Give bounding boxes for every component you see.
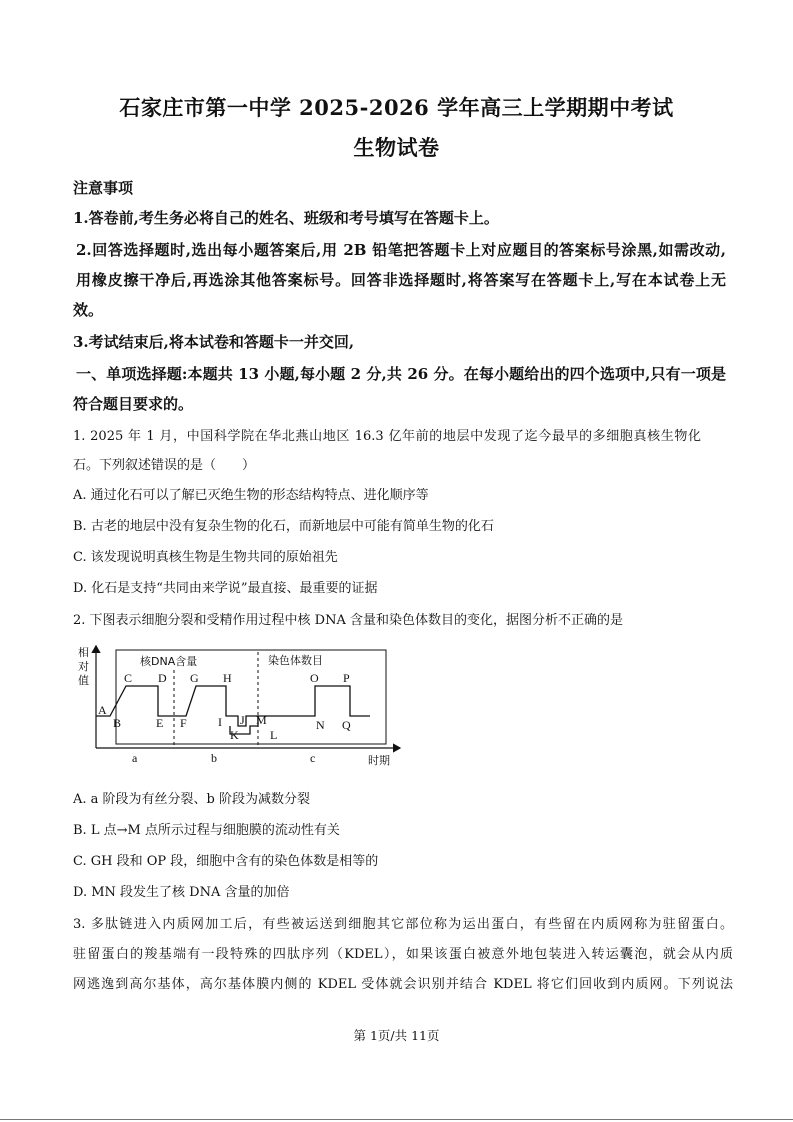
exam-title: 石家庄市第一中学 2025-2026 学年高三上学期期中考试 <box>119 95 674 120</box>
point-label-a: A <box>98 703 107 717</box>
notice-item-2-line-3: 效。 <box>73 301 104 319</box>
stage-label-c: c <box>310 751 316 765</box>
dna-chromosome-graph <box>70 640 406 772</box>
y-axis-label-3: 值 <box>78 674 89 687</box>
point-label-j: J <box>240 713 245 727</box>
section-1-heading-line-2: 符合题目要求的。 <box>73 395 194 413</box>
x-axis-label: 时期 <box>368 754 390 767</box>
point-label-f: F <box>180 716 187 730</box>
question-1-stem-line-1: 1. 2025 年 1 月，中国科学院在华北燕山地区 16.3 亿年前的地层中发现了迄今最早的多细胞真核生物化 <box>73 429 701 444</box>
question-3-stem-line-2: 驻留蛋白的羧基端有一段特殊的四肽序列（KDEL），如果该蛋白被意外地包装进入转运囊泡，就会从内质 <box>73 947 733 962</box>
dna-chromosome-diagram <box>70 640 406 772</box>
point-label-h: H <box>223 671 232 685</box>
question-3-stem-line-1: 3. 多肽链进入内质网加工后，有些被运送到细胞其它部位称为运出蛋白，有些留在内质网称为驻留蛋白。 <box>73 917 733 932</box>
question-2-stem: 2. 下图表示细胞分裂和受精作用过程中核 DNA 含量和染色体数目的变化，据图分析不正确的是 <box>73 613 623 628</box>
question-3-stem-line-3: 网逃逸到高尔基体，高尔基体膜内侧的 KDEL 受体就会识别并结合 KDEL 将它们回收到内质网。下列说法 <box>73 977 733 992</box>
point-label-b: B <box>113 716 122 730</box>
question-1-option-b: B. 古老的地层中没有复杂生物的化石，而新地层中可能有简单生物的化石 <box>73 519 494 534</box>
stage-label-b: b <box>211 751 217 765</box>
question-2-option-d: D. MN 段发生了核 DNA 含量的加倍 <box>73 885 290 900</box>
question-1-stem-line-2: 石。下列叙述错误的是（ ） <box>73 458 256 473</box>
notice-item-3: 3.考试结束后,将本试卷和答题卡一并交回, <box>73 333 355 351</box>
question-1-option-a: A. 通过化石可以了解已灭绝生物的形态结构特点、进化顺序等 <box>73 488 429 503</box>
question-2-option-a: A. a 阶段为有丝分裂、b 阶段为减数分裂 <box>73 792 310 807</box>
point-label-d: D <box>158 671 167 685</box>
point-label-c: C <box>124 671 133 685</box>
point-label-q: Q <box>342 718 351 732</box>
point-label-k: K <box>230 728 239 742</box>
question-2-option-b: B. L 点→M 点所示过程与细胞膜的流动性有关 <box>73 823 340 838</box>
notice-item-2-line-2: 用橡皮擦干净后,再选涂其他答案标号。回答非选择题时,将答案写在答题卡上,写在本试卷上无 <box>76 271 726 289</box>
point-label-i: I <box>218 715 222 729</box>
y-axis-label-2: 对 <box>78 660 89 673</box>
point-label-p: P <box>343 671 350 685</box>
legend-dna-label: 核DNA含量 <box>140 655 198 668</box>
page-indicator: 第 1页/共 11页 <box>353 1028 440 1043</box>
page-bottom-rule <box>0 1119 793 1120</box>
stage-label-a: a <box>132 751 138 765</box>
question-1-option-d: D. 化石是支持“共同由来学说”最直接、最重要的证据 <box>73 581 378 596</box>
point-label-m: M <box>256 713 267 727</box>
notice-heading: 注意事项 <box>73 179 134 197</box>
section-1-heading-line-1: 一、单项选择题:本题共 13 小题,每小题 2 分,共 26 分。在每小题给出的四个选项中,只有一项是 <box>76 365 726 383</box>
notice-item-2-line-1: 2.回答选择题时,选出每小题答案后,用 2B 铅笔把答题卡上对应题目的答案标号涂黑,如需改动, <box>76 241 726 259</box>
notice-item-1: 1.答卷前,考生务必将自己的姓名、班级和考号填写在答题卡上。 <box>73 209 499 227</box>
question-1-option-c: C. 该发现说明真核生物是生物共同的原始祖先 <box>73 550 338 565</box>
point-label-g: G <box>190 671 199 685</box>
point-label-l: L <box>270 728 278 742</box>
point-label-e: E <box>156 716 164 730</box>
question-2-option-c: C. GH 段和 OP 段，细胞中含有的染色体数是相等的 <box>73 854 379 869</box>
exam-subject-title: 生物试卷 <box>353 135 440 160</box>
legend-chromosome-label: 染色体数目 <box>268 654 323 667</box>
point-label-o: O <box>310 671 319 685</box>
point-label-n: N <box>316 718 325 732</box>
y-axis-label-1: 相 <box>78 646 89 659</box>
